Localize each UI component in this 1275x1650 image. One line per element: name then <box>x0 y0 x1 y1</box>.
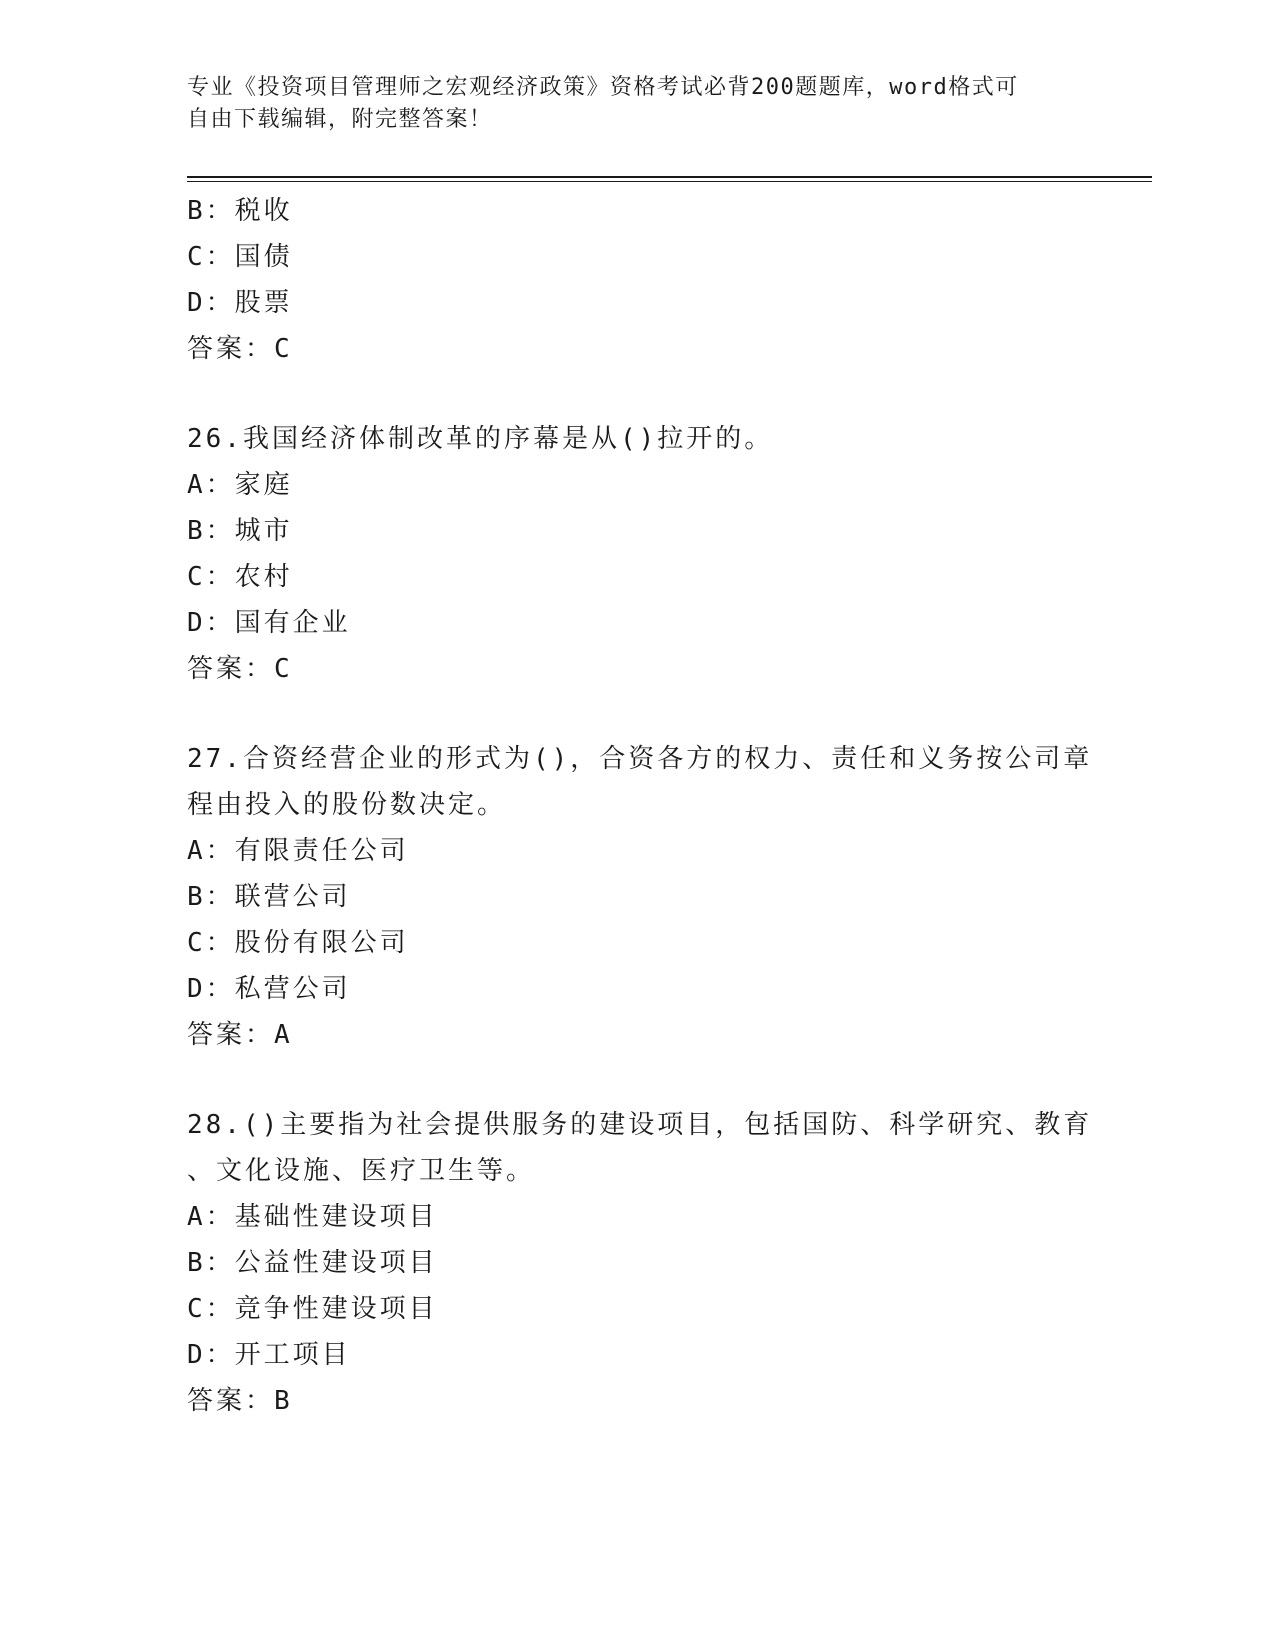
option-c: C：竞争性建设项目 <box>187 1294 438 1324</box>
question-text-line-2: 、文化设施、医疗卫生等。 <box>187 1156 536 1186</box>
option-b: B：联营公司 <box>187 882 351 912</box>
option-d: D：开工项目 <box>187 1340 351 1370</box>
question-28 <box>187 1102 1093 1424</box>
option-d: D：私营公司 <box>187 974 351 1004</box>
option-c: C：国债 <box>187 242 293 272</box>
answer: 答案：C <box>187 654 293 684</box>
question-27 <box>187 736 1093 1058</box>
question-text-line-1: 28.()主要指为社会提供服务的建设项目，包括国防、科学研究、教育 <box>187 1110 1093 1140</box>
document-header <box>187 72 1067 136</box>
option-b: B：税收 <box>187 196 293 226</box>
header-divider-thick <box>187 176 1152 178</box>
option-c: C：农村 <box>187 562 293 592</box>
option-d: D：国有企业 <box>187 608 351 638</box>
option-b: B：公益性建设项目 <box>187 1248 438 1278</box>
question-text: 26.我国经济体制改革的序幕是从()拉开的。 <box>187 424 774 454</box>
answer: 答案：A <box>187 1020 293 1050</box>
question-text-line-2: 程由投入的股份数决定。 <box>187 790 507 820</box>
question-text-line-1: 27.合资经营企业的形式为()，合资各方的权力、责任和义务按公司章 <box>187 744 1093 774</box>
question-25-continued <box>187 188 1087 372</box>
header-title-line-1: 专业《投资项目管理师之宏观经济政策》资格考试必背200题题库，word格式可 <box>187 75 1019 100</box>
option-c: C：股份有限公司 <box>187 928 409 958</box>
option-a: A：基础性建设项目 <box>187 1202 438 1232</box>
question-list <box>187 188 1093 1424</box>
header-title-line-2: 自由下载编辑，附完整答案！ <box>187 107 493 132</box>
option-d: D：股票 <box>187 288 293 318</box>
answer: 答案：C <box>187 334 293 364</box>
option-a: A：有限责任公司 <box>187 836 409 866</box>
answer: 答案：B <box>187 1386 293 1416</box>
header-divider-thin <box>187 181 1152 182</box>
question-26 <box>187 416 1087 692</box>
option-a: A：家庭 <box>187 470 293 500</box>
option-b: B：城市 <box>187 516 293 546</box>
